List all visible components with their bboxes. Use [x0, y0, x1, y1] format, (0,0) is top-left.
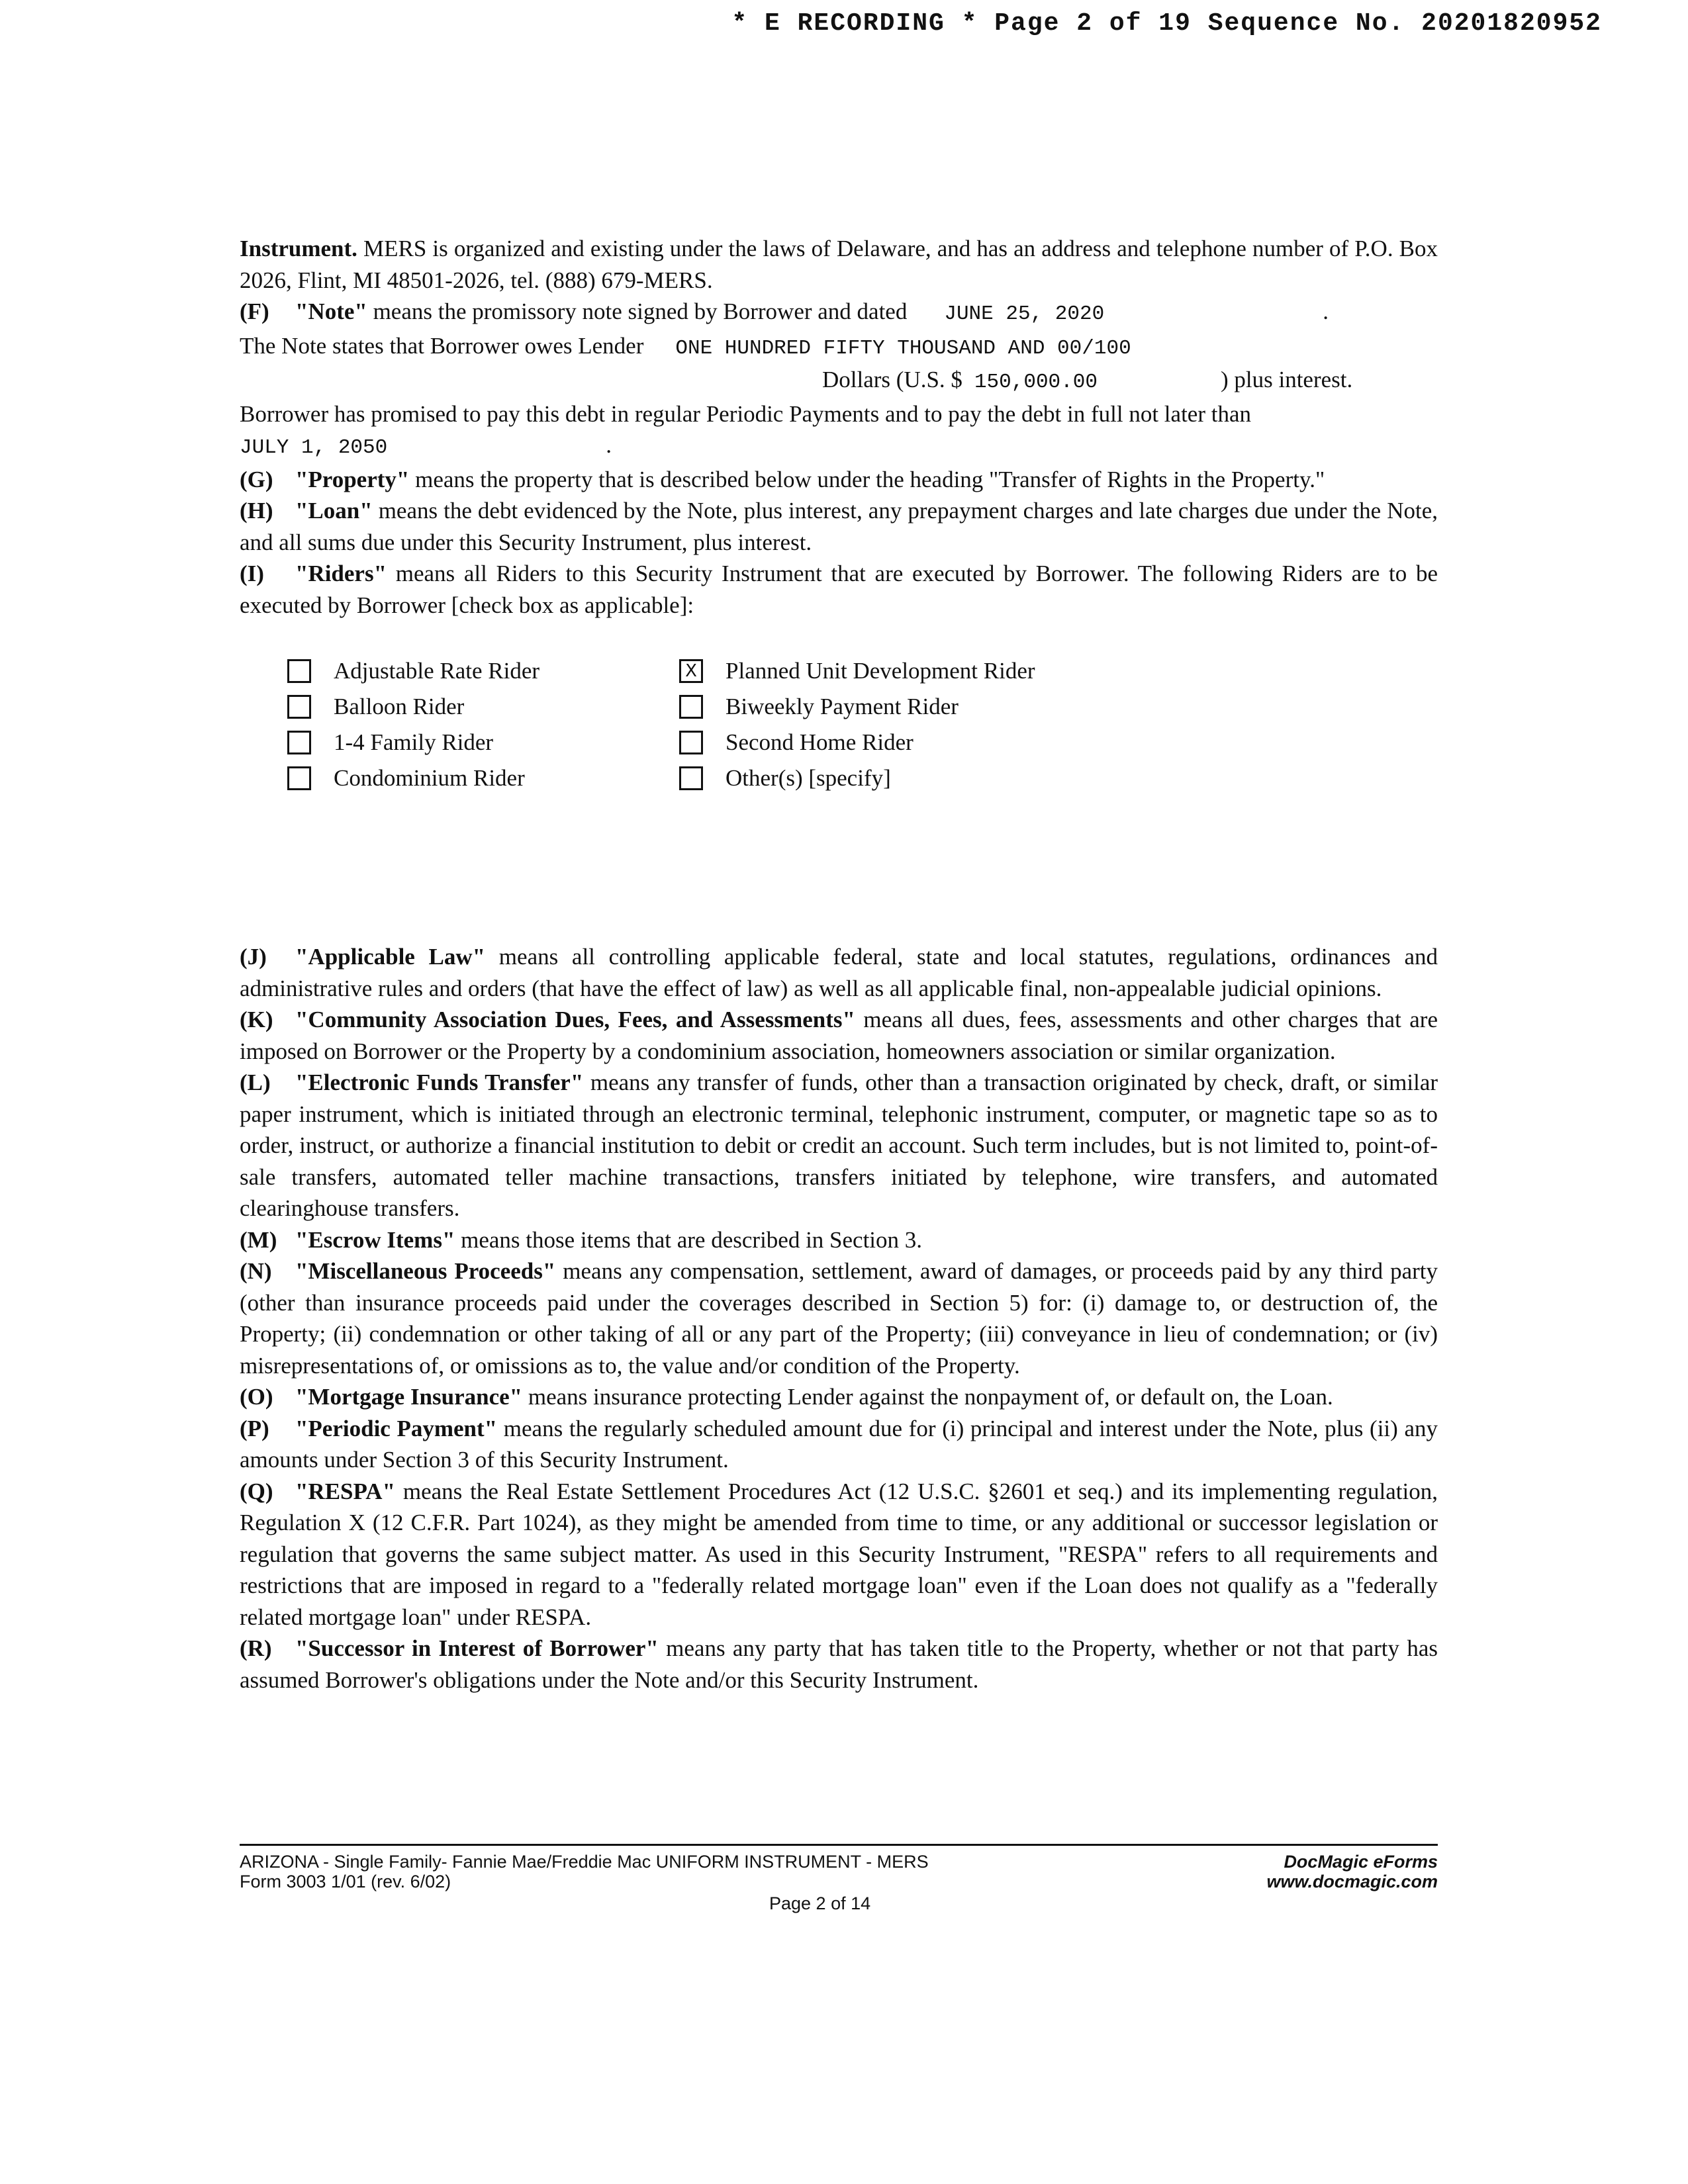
definition-text: means those items that are described in Section 3.: [455, 1226, 923, 1253]
note-amount-words: ONE HUNDRED FIFTY THOUSAND AND 00/100: [675, 336, 1131, 360]
vendor-website: www.docmagic.com: [1266, 1872, 1438, 1891]
definition-term: "Successor in Interest of Borrower": [295, 1635, 659, 1661]
definition-text: means all controlling applicable federal, state and local statutes, regulations, ordinances and administrative rules and orders (that have the effect of law) as well as all applicable final, non-appealable judicial opinions.: [240, 944, 1438, 1001]
definition-term: "Community Association Dues, Fees, and Assessments": [295, 1007, 855, 1032]
definition-text: means any party that has taken title to the Property, whether or not that party has assumed Borrower's obligations under the Note and/or this Security Instrument.: [240, 1635, 1438, 1693]
note-plus-interest: ) plus interest.: [1220, 367, 1353, 392]
rider-biweekly-payment[interactable]: [679, 691, 1103, 723]
rider-label: 1-4 Family Rider: [334, 729, 494, 756]
note-period: .: [1323, 298, 1329, 324]
definition-note: [240, 296, 1438, 464]
definition-successor-in-interest: [240, 1633, 1438, 1696]
document-body: [240, 233, 1438, 1696]
form-title: ARIZONA - Single Family- Fannie Mae/Freddie Mac UNIFORM INSTRUMENT - MERS: [240, 1852, 929, 1872]
definition-term: "Periodic Payment": [295, 1415, 498, 1441]
form-identification: [240, 1852, 929, 1891]
note-date-field: JUNE 25, 2020: [944, 302, 1105, 326]
definition-miscellaneous-proceeds: [240, 1255, 1438, 1381]
note-maturity-date: JULY 1, 2050: [240, 436, 388, 459]
definition-community-association: [240, 1004, 1438, 1067]
definition-letter: (J): [240, 944, 267, 970]
definition-applicable-law: [240, 941, 1438, 1004]
checkbox-icon[interactable]: [287, 766, 311, 790]
definition-term: "Electronic Funds Transfer": [295, 1069, 584, 1095]
rider-balloon[interactable]: [287, 691, 679, 723]
rider-checklist: [287, 655, 1438, 794]
definition-term: "Mortgage Insurance": [295, 1384, 523, 1410]
note-line-1: [240, 296, 1438, 330]
blank-spacer: [240, 794, 1438, 941]
definitions-j-r: [240, 941, 1438, 1696]
rider-label: Other(s) [specify]: [726, 765, 891, 792]
note-dollars-label: Dollars (U.S. $: [822, 367, 962, 392]
checkbox-icon[interactable]: [287, 695, 311, 719]
definition-term: "Applicable Law": [295, 944, 486, 970]
vendor-logo: [1266, 1852, 1438, 1891]
rider-label: Biweekly Payment Rider: [726, 694, 959, 720]
definition-term: "Miscellaneous Proceeds": [295, 1258, 556, 1284]
definition-text: means all Riders to this Security Instrument that are executed by Borrower. The following Riders are to be executed by Borrower [check box as applicable]:: [240, 561, 1438, 618]
checkbox-icon[interactable]: [287, 731, 311, 754]
definition-letter: (Q): [240, 1478, 273, 1504]
vendor-brand: DocMagic eForms: [1284, 1852, 1438, 1872]
definition-letter: (L): [240, 1069, 271, 1095]
definition-text: means all dues, fees, assessments and other charges that are imposed on Borrower or the Property by a condominium association, homeowners association or similar organization.: [240, 1007, 1438, 1064]
definition-letter: (N): [240, 1258, 272, 1284]
rider-condominium[interactable]: [287, 762, 679, 794]
rider-label: Second Home Rider: [726, 729, 914, 756]
definition-respa: [240, 1476, 1438, 1633]
rider-other[interactable]: [679, 762, 1103, 794]
note-line-3: [240, 364, 1438, 398]
definition-letter: (G): [240, 466, 273, 492]
rider-1-4-family[interactable]: [287, 727, 679, 758]
definition-riders: [240, 558, 1438, 621]
note-amount-number: 150,000.00: [974, 371, 1098, 394]
form-number: Form 3003 1/01 (rev. 6/02): [240, 1872, 451, 1891]
rider-planned-unit-development[interactable]: [679, 655, 1103, 687]
rider-adjustable-rate[interactable]: [287, 655, 679, 687]
rider-second-home[interactable]: [679, 727, 1103, 758]
checkbox-icon[interactable]: [679, 731, 703, 754]
definition-text: means the property that is described below under the heading "Transfer of Rights in the Property.": [409, 466, 1325, 492]
definition-letter: (I): [240, 561, 264, 586]
intro-text: MERS is organized and existing under the laws of Delaware, and has an address and telephone number of P.O. Box 2026, Flint, MI 48501-2026, tel. (888) 679-MERS.: [240, 236, 1438, 293]
page-footer: [240, 1844, 1438, 1913]
definition-escrow-items: [240, 1224, 1438, 1256]
rider-label: Balloon Rider: [334, 694, 465, 720]
definition-term: "Note": [295, 298, 367, 324]
definition-term: "Property": [295, 466, 410, 492]
definition-text: means any transfer of funds, other than a transaction originated by check, draft, or similar paper instrument, which is initiated through an electronic terminal, telephonic instrument, computer, or magnetic tape so as to order, instruct, or authorize a financial institution to debit or credit an account. Such term includes, but is not limited to, point-of-sale transfers, automated teller machine transactions, transfers initiated by telephone, wire transfers, and automated clearinghouse transfers.: [240, 1069, 1438, 1221]
note-owes-text: The Note states that Borrower owes Lender: [240, 332, 644, 359]
definition-text: means insurance protecting Lender against the nonpayment of, or default on, the Loan.: [522, 1384, 1333, 1410]
definition-property: [240, 464, 1438, 496]
checkbox-checked-icon[interactable]: X: [679, 659, 703, 683]
definition-letter: (F): [240, 298, 269, 324]
note-end-period: .: [606, 432, 612, 458]
definition-term: "Escrow Items": [295, 1226, 455, 1253]
rider-label: Planned Unit Development Rider: [726, 658, 1035, 684]
note-line-2: [240, 330, 1438, 365]
rider-label: Condominium Rider: [334, 765, 525, 792]
intro-term: Instrument.: [240, 236, 357, 261]
intro-paragraph: [240, 233, 1438, 296]
definition-letter: (P): [240, 1415, 269, 1441]
definition-text: means the Real Estate Settlement Procedures Act (12 U.S.C. §2601 et seq.) and its implementing regulation, Regulation X (12 C.F.R. Part 1024), as they might be amended from time to time, or any additional or successor legislation or regulation that governs the same subject matter. As used in this Security Instrument, "RESPA" refers to all requirements and restrictions that are imposed in regard to a "federally related mortgage loan" even if the Loan does not qualify as a "federally related mortgage loan" under RESPA.: [240, 1478, 1438, 1630]
definition-letter: (K): [240, 1007, 273, 1032]
definition-text: means the debt evidenced by the Note, plus interest, any prepayment charges and late charges due under the Note, and all sums due under this Security Instrument, plus interest.: [240, 498, 1438, 555]
definition-letter: (O): [240, 1384, 273, 1410]
checkbox-icon[interactable]: [679, 766, 703, 790]
rider-label: Adjustable Rate Rider: [334, 658, 540, 684]
page-number: Page 2 of 14: [769, 1893, 871, 1913]
definition-letter: (M): [240, 1226, 277, 1253]
definition-loan: [240, 495, 1438, 558]
definition-text: means any compensation, settlement, award of damages, or proceeds paid by any third party (other than insurance proceeds paid under the coverages described in Section 5) for: (i) damage to, or destruction of, the Property; (ii) condemnation or other taking of all or any part of the Property; (iii) conveyance in lieu of condemnation; or (iv) misrepresentations of, or omissions as to, the value and/or condition of the Property.: [240, 1258, 1438, 1379]
note-maturity-line: [240, 430, 1438, 464]
definition-term: "Loan": [295, 498, 373, 523]
definition-electronic-funds-transfer: [240, 1067, 1438, 1224]
definition-letter: (H): [240, 498, 273, 523]
definition-term: "Riders": [295, 561, 387, 586]
recording-stamp: * E RECORDING * Page 2 of 19 Sequence No. 20201820952: [731, 9, 1602, 38]
definition-mortgage-insurance: [240, 1381, 1438, 1413]
note-text: means the promissory note signed by Borrower and dated: [373, 298, 908, 324]
checkbox-icon[interactable]: [679, 695, 703, 719]
note-promise-text: Borrower has promised to pay this debt in regular Periodic Payments and to pay the debt in full not later than: [240, 400, 1251, 427]
definition-text: means the regularly scheduled amount due for (i) principal and interest under the Note, plus (ii) any amounts under Section 3 of this Security Instrument.: [240, 1415, 1438, 1473]
definitions-g-i: [240, 464, 1438, 621]
definition-term: "RESPA": [295, 1478, 396, 1504]
definition-letter: (R): [240, 1635, 272, 1661]
definition-periodic-payment: [240, 1413, 1438, 1476]
checkbox-icon[interactable]: [287, 659, 311, 683]
